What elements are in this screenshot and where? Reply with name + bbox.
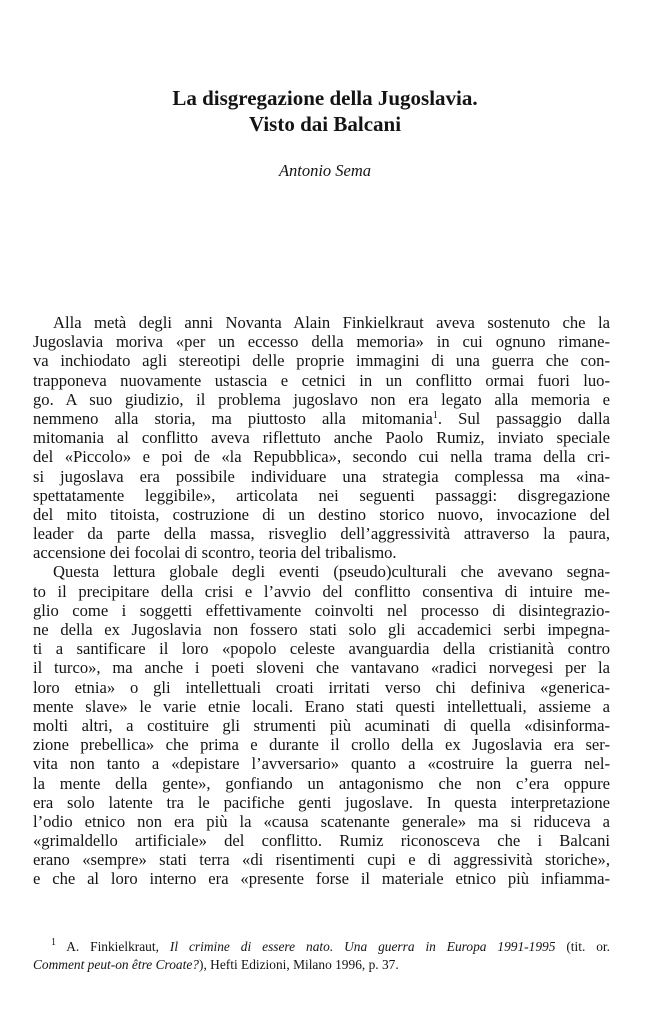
footnote-reference: 1 bbox=[432, 409, 438, 421]
text-line-with-footnote-ref: nemmeno alla storia, ma piuttosto alla mitomania$^1$. Sul passaggio dalla bbox=[33, 408, 610, 428]
text-line: mitomania al conflitto aveva riflettuto anche Paolo Rumiz, inviato speciale bbox=[33, 428, 610, 448]
footnote-line: $^1$ A. Finkielkraut, Il crimine di essere nato. Una guerra in Europa 1991-1995 (tit. or. bbox=[51, 937, 610, 954]
text-line: erano «sempre» stati terra «di risentimenti cupi e di aggressività storiche», bbox=[33, 850, 610, 870]
footnote-line: Comment peut-on être Croate?), Hefti Edizioni, Milano 1996, p. 37. bbox=[33, 956, 399, 972]
title-line-1: La disgregazione della Jugoslavia. bbox=[172, 86, 478, 110]
text-line: accensione dei focolai di scontro, teoria del tribalismo. bbox=[33, 543, 397, 563]
text-line: molti altri, a costituire gli strumenti più acuminati di quella «disinforma- bbox=[33, 715, 610, 735]
text-line: va inchiodato agli stereotipi delle proprie immagini di una guerra che con- bbox=[33, 351, 610, 371]
text-line: ne della ex Jugoslavia non fossero stati solo gli accademici serbi impegna- bbox=[33, 620, 610, 639]
text-line: trapponeva nuovamente ustascia e cetnici in un conflitto ormai fuori luo- bbox=[33, 370, 610, 390]
text-line: e che al loro interno era «presente forse il materiale etnico più infiamma- bbox=[33, 869, 610, 889]
text-line: era solo latente tra le pacifiche genti jugoslave. In questa interpretazione bbox=[33, 792, 610, 812]
text-line: del mito titoista, costruzione di un destino storico nuovo, invocazione del bbox=[33, 504, 610, 524]
text-line: Questa lettura globale degli eventi (pseudo)culturali che avevano segna- bbox=[53, 562, 610, 582]
text-line: del «Piccolo» e poi de «la Repubblica», secondo cui nella trama della cri- bbox=[33, 447, 610, 467]
text-line: to il precipitare della crisi e l’avvio del conflitto consentiva di intuire me- bbox=[33, 581, 610, 601]
author-name: Antonio Sema bbox=[278, 161, 372, 180]
text-line: Alla metà degli anni Novanta Alain Finkielkraut aveva sostenuto che la bbox=[53, 313, 610, 332]
article-title bbox=[0, 85, 650, 137]
text-line: spettatamente leggibile», articolata nei seguenti passaggi: disgregazione bbox=[33, 485, 610, 505]
text-line: l’odio etnico non era più la «causa scatenante generale» ma si riduceva a bbox=[33, 811, 610, 831]
text-line: la mente della gente», gonfiando un antagonismo che non c’era oppure bbox=[33, 773, 610, 793]
footnote-book-title: Il crimine di essere nato. Una guerra in Europa 1991-1995 bbox=[169, 939, 556, 954]
text-line: ti a santificare il loro «popolo celeste avanguardia della cristianità contro bbox=[33, 639, 610, 659]
text-line: leader da parte della massa, risveglio dell’aggressività attraverso la paura, bbox=[33, 524, 610, 544]
footnote bbox=[33, 938, 610, 973]
text-line: zione prebellica» che prima e durante il crollo della ex Jugoslavia era ser- bbox=[33, 735, 610, 755]
text-line: loro etnia» o gli intellettuali croati irritati verso chi definiva «generica- bbox=[33, 677, 610, 697]
body-text bbox=[33, 313, 610, 889]
text-line: vita non tanto a «depistare l’avversario» quanto a «costruire la guerra nel- bbox=[33, 754, 610, 774]
text-line: «grimaldello artificiale» del conflitto. Rumiz riconosceva che i Balcani bbox=[33, 831, 610, 851]
text-line: glio come i soggetti effettivamente coinvolti nel processo di disintegrazio- bbox=[33, 600, 610, 620]
footnote-original-title: Comment peut-on être Croate? bbox=[33, 956, 199, 972]
text-line: mente slave» le varie etnie locali. Erano stati questi intellettuali, assieme a bbox=[33, 696, 610, 716]
text-line: Jugoslavia moriva «per un eccesso della memoria» in cui ognuno rimane- bbox=[33, 332, 610, 352]
title-line-2: Visto dai Balcani bbox=[248, 112, 402, 136]
footnote-marker: 1 bbox=[51, 937, 56, 948]
text-line: go. A suo giudizio, il problema jugoslavo non era legato alla memoria e bbox=[33, 389, 610, 409]
text-line: il turco», ma anche i poeti sloveni che vantavano «radici norvegesi per la bbox=[33, 658, 610, 678]
text-line: si jugoslava era possibile individuare una strategia complessa ma «ina- bbox=[33, 466, 610, 486]
